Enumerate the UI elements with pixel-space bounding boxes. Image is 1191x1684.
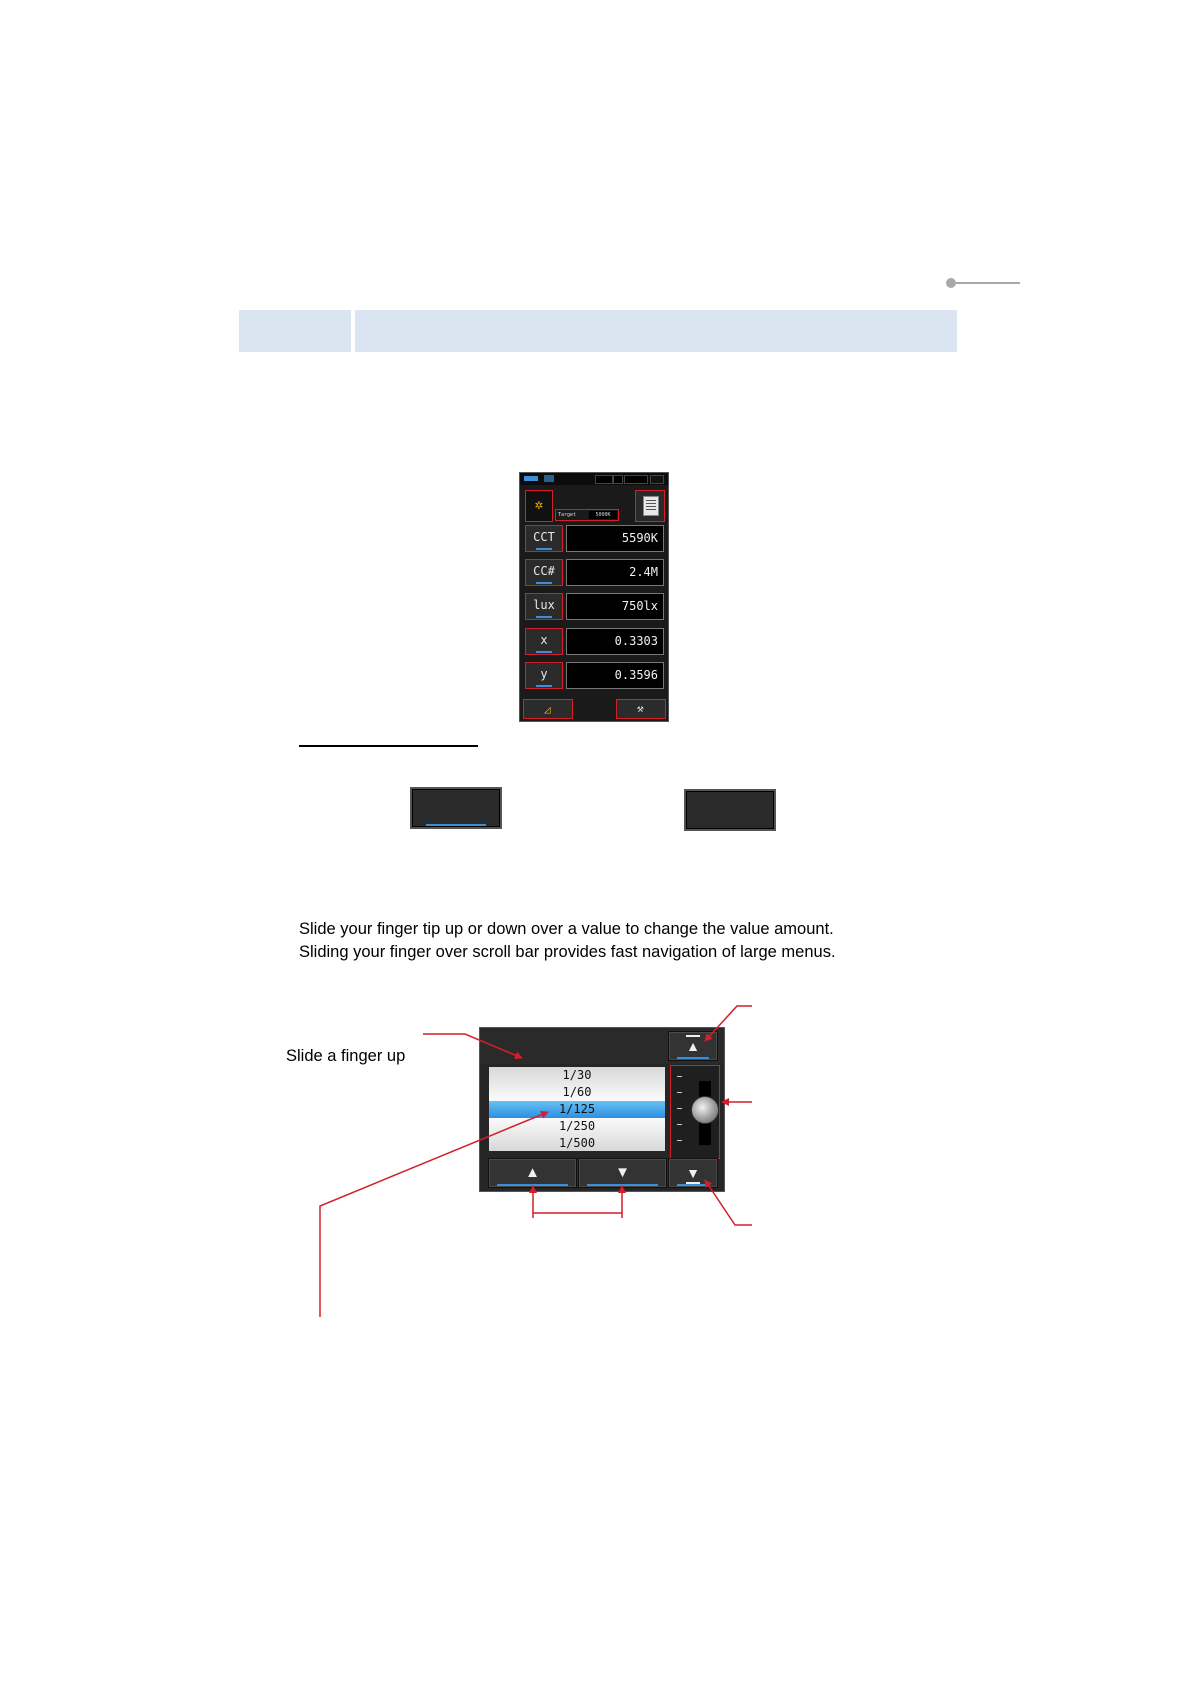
scroll-bar[interactable]	[670, 1065, 720, 1159]
tool-button[interactable]	[523, 699, 573, 719]
scroll-tick	[677, 1140, 682, 1141]
y-button[interactable]: y	[525, 662, 563, 689]
battery-icon	[524, 476, 538, 481]
down-button[interactable]	[578, 1158, 667, 1188]
wrench-icon: ⚒	[637, 702, 644, 715]
header-dot	[946, 278, 956, 288]
settings-button[interactable]	[616, 699, 666, 719]
target-display[interactable]	[555, 509, 619, 521]
scroll-tick	[677, 1076, 682, 1077]
up-button[interactable]	[488, 1158, 577, 1188]
header-rule	[956, 282, 1020, 284]
ccnum-value: 2.4M	[566, 559, 664, 586]
list-item[interactable]: 1/30	[562, 1068, 592, 1082]
scroll-tick	[677, 1092, 682, 1093]
lux-button[interactable]: lux	[525, 593, 563, 620]
triangle-icon: ◿	[544, 703, 551, 716]
instruction-line: Slide your finger tip up or down over a value to change the value amount.	[299, 920, 834, 938]
inactive-button-sample	[684, 789, 776, 831]
target-value: 5000K	[589, 511, 617, 519]
value-selector	[479, 1027, 725, 1192]
meter-screen	[519, 472, 669, 722]
scroll-tick	[677, 1124, 682, 1125]
lux-value: 750lx	[566, 593, 664, 620]
status-bar	[520, 473, 668, 485]
status-indicator	[624, 475, 648, 484]
value-list[interactable]	[489, 1067, 665, 1151]
scroll-bottom-icon: ▼	[686, 1165, 700, 1184]
cct-value: 5590K	[566, 525, 664, 552]
down-arrow-icon: ▼	[615, 1164, 630, 1181]
slide-callout-label: Slide a finger up	[286, 1047, 406, 1065]
y-value: 0.3596	[566, 662, 664, 689]
memo-list-icon	[643, 496, 659, 516]
measurement-mode-button[interactable]	[525, 490, 553, 522]
cct-button[interactable]: CCT	[525, 525, 563, 552]
list-item[interactable]: 1/60	[562, 1085, 592, 1099]
list-item-selected[interactable]: 1/125	[489, 1101, 665, 1118]
subheading-underline	[299, 745, 478, 747]
section-title-band	[355, 310, 957, 352]
status-indicator	[650, 475, 664, 484]
scroll-top-icon: ▲	[686, 1035, 700, 1054]
sun-icon: ✲	[534, 497, 544, 513]
channel-icon	[544, 475, 554, 482]
list-item[interactable]: 1/250	[558, 1119, 596, 1133]
memory-button[interactable]	[635, 490, 665, 522]
active-button-sample[interactable]	[410, 787, 502, 829]
ccnum-button[interactable]: CC#	[525, 559, 563, 586]
x-button[interactable]: x	[525, 628, 563, 655]
scroll-knob[interactable]	[691, 1096, 719, 1124]
x-value: 0.3303	[566, 628, 664, 655]
scroll-to-bottom-button[interactable]	[668, 1158, 718, 1188]
status-indicator	[595, 475, 613, 484]
target-label: Target	[558, 512, 577, 518]
instruction-line: Sliding your finger over scroll bar provides fast navigation of large menus.	[299, 943, 836, 961]
status-indicator	[613, 475, 623, 484]
list-item[interactable]: 1/500	[558, 1136, 596, 1150]
scroll-tick	[677, 1108, 682, 1109]
scroll-to-top-button[interactable]	[668, 1031, 718, 1061]
section-number-band	[239, 310, 351, 352]
up-arrow-icon: ▲	[525, 1164, 540, 1181]
callout-arrows-bracket	[533, 1213, 622, 1218]
